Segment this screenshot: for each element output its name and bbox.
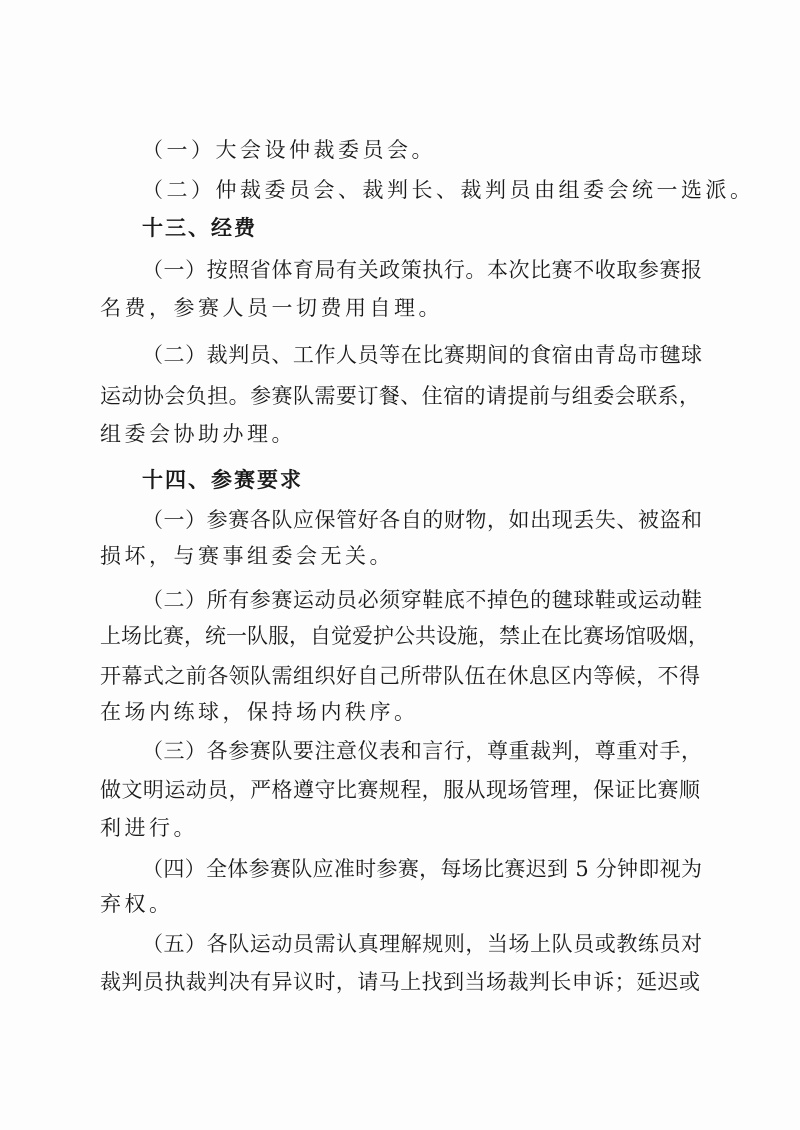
- paragraph-line: 在场内练球，保持场内秩序。: [100, 700, 419, 724]
- paragraph-line: （二）所有参赛运动员必须穿鞋底不掉色的毽球鞋或运动鞋: [142, 588, 702, 612]
- paragraph-line: （二）裁判员、工作人员等在比赛期间的食宿由青岛市毽球: [142, 343, 702, 367]
- paragraph-line: 名费，参赛人员一切费用自理。: [100, 296, 443, 320]
- paragraph-line: （三）各参赛队要注意仪表和言行，尊重裁判，尊重对手，: [142, 739, 702, 763]
- paragraph-line: （五）各队运动员需认真理解规则，当场上队员或教练员对: [142, 932, 702, 956]
- paragraph-line: 利进行。: [100, 816, 198, 840]
- paragraph-line: （一）大会设仲裁委员会。: [142, 138, 436, 162]
- paragraph-line: （一）按照省体育局有关政策执行。本次比赛不收取参赛报: [142, 258, 702, 282]
- paragraph-line: 组委会协助办理。: [100, 422, 296, 446]
- paragraph-line: 运动协会负担。参赛队需要订餐、住宿的请提前与组委会联系，: [100, 384, 700, 408]
- section-heading: 十四、参赛要求: [142, 468, 303, 492]
- paragraph-line: 裁判员执裁判决有异议时，请马上找到当场裁判长申诉；延迟或: [100, 970, 700, 994]
- paragraph-line: 上场比赛，统一队服，自觉爱护公共设施，禁止在比赛场馆吸烟，: [100, 624, 709, 648]
- paragraph-line: （四）全体参赛队应准时参赛，每场比赛迟到 5 分钟即视为: [142, 857, 702, 881]
- paragraph-line: 弃权。: [100, 892, 174, 916]
- paragraph-line: （一）参赛各队应保管好各自的财物，如出现丢失、被盗和: [142, 508, 702, 532]
- paragraph-line: 损坏，与赛事组委会无关。: [100, 544, 394, 568]
- section-heading: 十三、经费: [142, 216, 257, 240]
- paragraph-line: 开幕式之前各领队需组织好自己所带队伍在休息区内等候，不得: [100, 664, 700, 688]
- paragraph-line: （二）仲裁委员会、裁判长、裁判员由组委会统一选派。: [142, 178, 755, 202]
- paragraph-line: 做文明运动员，严格遵守比赛规程，服从现场管理，保证比赛顺: [100, 778, 700, 802]
